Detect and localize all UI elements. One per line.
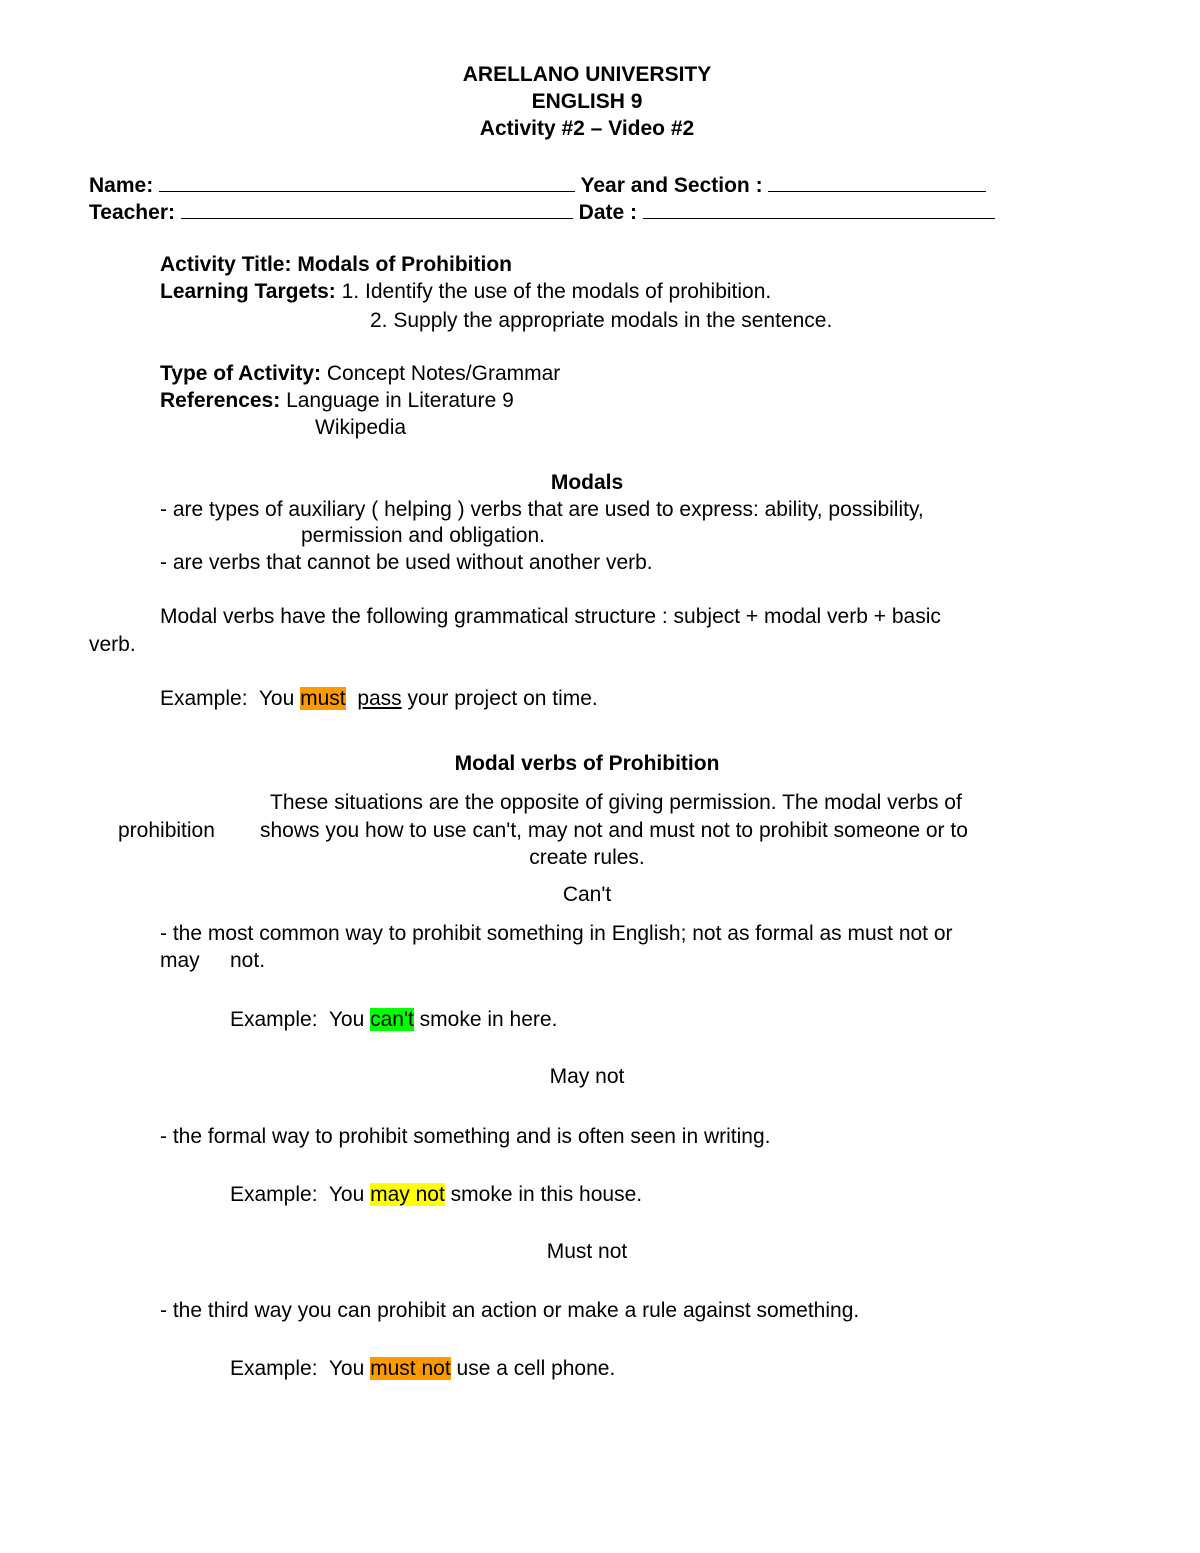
structure-line-b: verb. xyxy=(89,633,136,656)
reference-2: Wikipedia xyxy=(315,416,407,439)
date-blank[interactable] xyxy=(643,198,995,219)
teacher-label: Teacher: xyxy=(89,201,175,224)
learning-targets-row xyxy=(160,279,771,305)
prohibition-intro-2b: shows you how to use can't, may not and must not to prohibit someone or to xyxy=(260,819,968,842)
activity-title-label: Activity Title: xyxy=(160,253,292,276)
name-blank[interactable] xyxy=(159,171,575,192)
activity-title-row xyxy=(160,252,512,278)
prohibition-intro-2a: prohibition xyxy=(118,819,215,842)
must-not-description: - the third way you can prohibit an action or make a rule against something. xyxy=(160,1299,860,1322)
name-label: Name: xyxy=(89,174,154,197)
activity-number: Activity #2 – Video #2 xyxy=(479,117,695,140)
must-not-example-label: Example: xyxy=(230,1357,318,1380)
teacher-blank[interactable] xyxy=(181,198,573,219)
example-label: Example: xyxy=(160,687,248,710)
may-not-example-subject: You xyxy=(328,1183,365,1206)
teacher-row xyxy=(89,198,995,226)
cant-description-a: - the most common way to prohibit something in English; not as formal as must not or xyxy=(160,922,953,945)
year-section-blank[interactable] xyxy=(768,171,986,192)
example-verb: pass xyxy=(357,687,402,710)
must-not-heading: Must not xyxy=(546,1240,628,1263)
prohibition-heading: Modal verbs of Prohibition xyxy=(454,752,720,775)
references-label: References: xyxy=(160,389,281,412)
may-not-description: - the formal way to prohibit something and is often seen in writing. xyxy=(160,1125,771,1148)
activity-type-value: Concept Notes/Grammar xyxy=(326,362,561,385)
learning-target-1: 1. Identify the use of the modals of prohibition. xyxy=(341,280,772,303)
cant-example xyxy=(230,1007,557,1033)
reference-1: Language in Literature 9 xyxy=(286,389,514,412)
modals-example xyxy=(160,686,598,712)
references-row xyxy=(160,388,514,414)
modals-definition-1a: - are types of auxiliary ( helping ) verbs that are used to express: ability, possibility, xyxy=(160,498,924,521)
must-not-example xyxy=(230,1356,615,1382)
prohibition-intro-3: create rules. xyxy=(529,846,645,869)
may-not-example-modal-highlight: may not xyxy=(370,1183,445,1206)
structure-line-a: Modal verbs have the following grammatical structure : subject + modal verb + basic xyxy=(160,605,941,628)
cant-example-modal-highlight: can't xyxy=(370,1008,414,1031)
may-not-example-rest: smoke in this house. xyxy=(450,1183,643,1206)
learning-targets-label: Learning Targets: xyxy=(160,280,336,303)
may-not-heading: May not xyxy=(549,1065,625,1088)
modals-definition-2: - are verbs that cannot be used without another verb. xyxy=(160,551,653,574)
prohibition-intro-1: These situations are the opposite of giving permission. The modal verbs of xyxy=(270,791,962,814)
must-not-example-subject: You xyxy=(328,1357,365,1380)
cant-example-subject: You xyxy=(328,1008,365,1031)
must-not-example-rest: use a cell phone. xyxy=(456,1357,616,1380)
activity-title-value: Modals of Prohibition xyxy=(297,253,512,276)
may-not-example-label: Example: xyxy=(230,1183,318,1206)
cant-example-rest: smoke in here. xyxy=(419,1008,558,1031)
subject-title: ENGLISH 9 xyxy=(531,90,643,113)
name-row xyxy=(89,171,986,199)
example-subject: You xyxy=(258,687,295,710)
year-section-label: Year and Section : xyxy=(580,174,763,197)
date-label: Date : xyxy=(578,201,638,224)
cant-description-b2: not. xyxy=(230,949,266,972)
example-modal-highlight: must xyxy=(300,687,346,710)
cant-heading: Can't xyxy=(562,883,612,906)
activity-type-label: Type of Activity: xyxy=(160,362,322,385)
cant-description-b1: may xyxy=(160,949,200,972)
must-not-example-modal-highlight: must not xyxy=(370,1357,451,1380)
activity-type-row xyxy=(160,361,560,387)
may-not-example xyxy=(230,1182,642,1208)
modals-definition-1b: permission and obligation. xyxy=(301,524,545,547)
learning-target-2: 2. Supply the appropriate modals in the sentence. xyxy=(370,309,833,332)
example-rest: your project on time. xyxy=(407,687,598,710)
cant-example-label: Example: xyxy=(230,1008,318,1031)
modals-heading: Modals xyxy=(550,471,624,494)
university-name: ARELLANO UNIVERSITY xyxy=(462,63,712,86)
